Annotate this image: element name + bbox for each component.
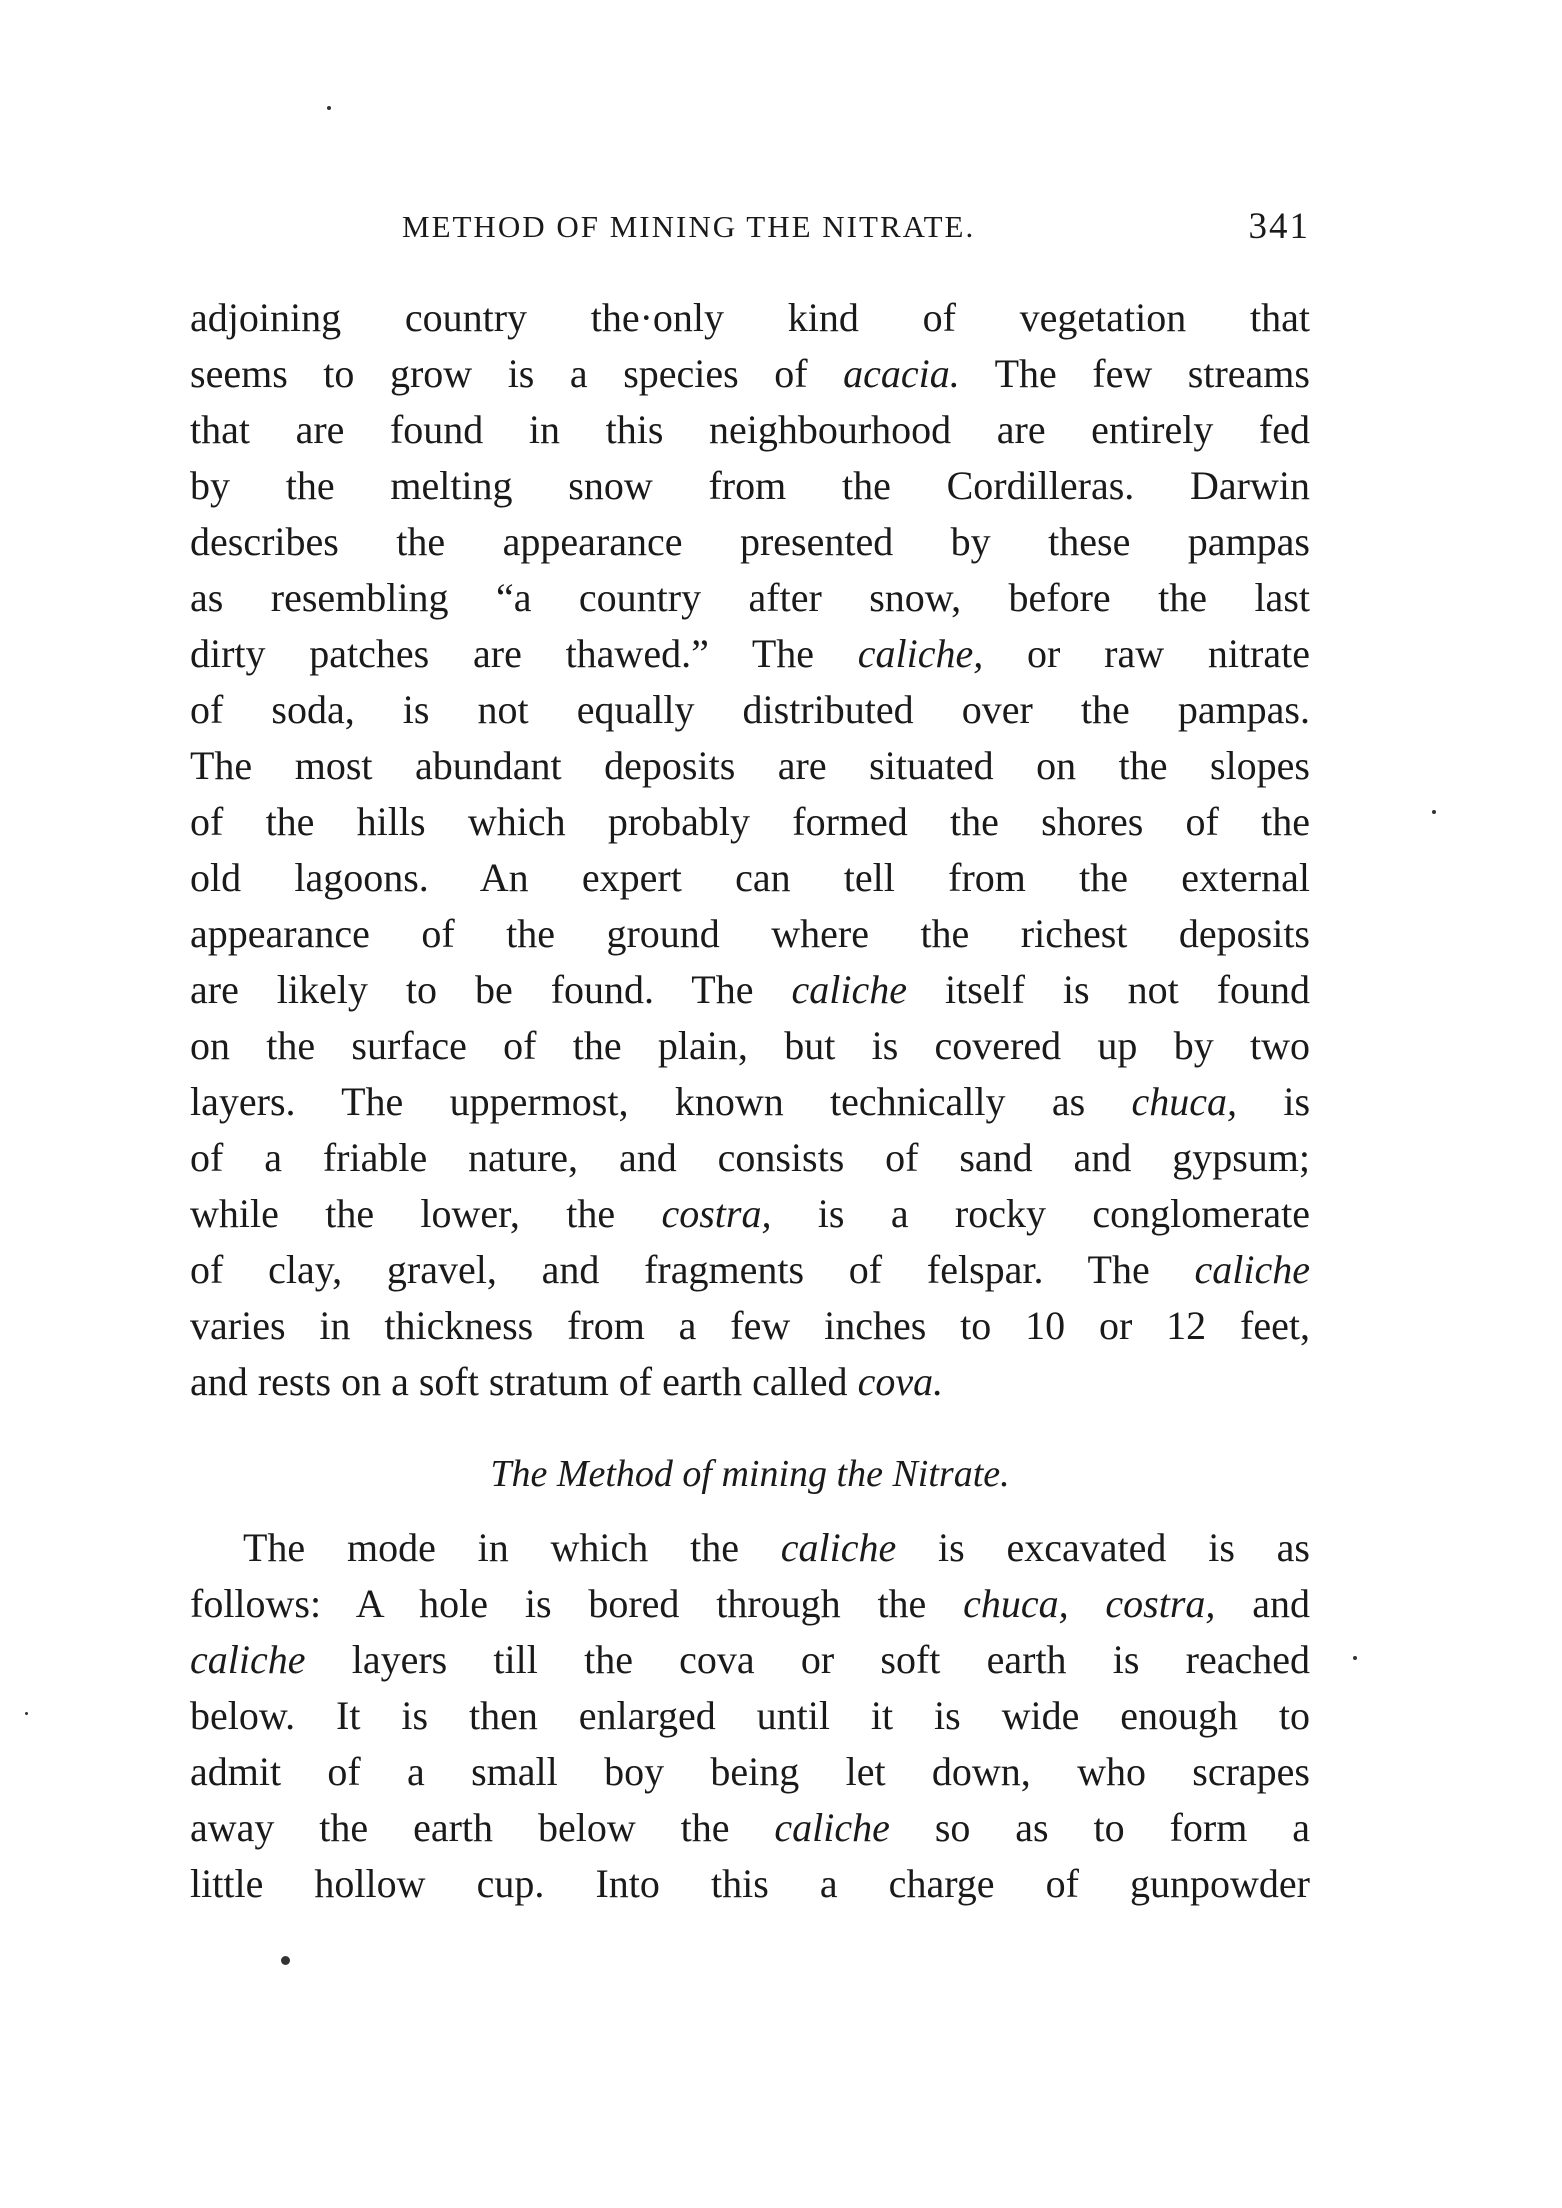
page-number: 341 <box>1248 206 1310 247</box>
text-line: as resembling “a country after snow, before the last <box>190 575 1310 620</box>
text-line: caliche layers till the cova or soft earth is reached <box>190 1637 1310 1682</box>
text-line: The most abundant deposits are situated on the slopes <box>190 743 1310 788</box>
text-line: seems to grow is a species of acacia. The few streams <box>190 351 1310 396</box>
text-line: old lagoons. An expert can tell from the external <box>190 855 1310 900</box>
scan-speck <box>327 106 331 110</box>
text-line: follows: A hole is bored through the chuca, costra, and <box>190 1581 1310 1626</box>
text-line: are likely to be found. The caliche itself is not found <box>190 967 1311 1012</box>
scan-speck <box>1432 810 1436 814</box>
text-line: of clay, gravel, and fragments of felspar. The caliche <box>190 1247 1310 1292</box>
text-line: on the surface of the plain, but is covered up by two <box>190 1023 1310 1068</box>
text-line: appearance of the ground where the richest deposits <box>190 911 1310 956</box>
text-line: below. It is then enlarged until it is wide enough to <box>190 1693 1310 1738</box>
text-line: dirty patches are thawed.” The caliche, or raw nitrate <box>190 631 1310 676</box>
text-line: and rests on a soft stratum of earth called cova. <box>190 1359 944 1404</box>
text-line: layers. The uppermost, known technically as chuca, is <box>190 1079 1311 1124</box>
scan-speck <box>281 1956 290 1965</box>
section-heading: The Method of mining the Nitrate. <box>490 1453 1010 1495</box>
text-line: The mode in which the caliche is excavated is as <box>243 1525 1311 1570</box>
text-line: describes the appearance presented by these pampas <box>190 519 1310 564</box>
text-line: little hollow cup. Into this a charge of gunpowder <box>190 1861 1310 1906</box>
running-head <box>190 202 1310 252</box>
text-line: that are found in this neighbourhood are entirely fed <box>190 407 1310 452</box>
text-line: by the melting snow from the Cordilleras. Darwin <box>190 463 1310 508</box>
text-line: adjoining country the·only kind of vegetation that <box>190 295 1310 340</box>
text-line: of the hills which probably formed the shores of the <box>190 799 1310 844</box>
text-line: while the lower, the costra, is a rocky conglomerate <box>190 1191 1311 1236</box>
scan-speck <box>25 1712 28 1715</box>
running-title: METHOD OF MINING THE NITRATE. <box>402 209 976 244</box>
text-line: of soda, is not equally distributed over the pampas. <box>190 687 1310 732</box>
text-line: away the earth below the caliche so as to form a <box>190 1805 1310 1850</box>
text-line: varies in thickness from a few inches to 10 or 12 feet, <box>190 1303 1310 1348</box>
text-line: of a friable nature, and consists of sand and gypsum; <box>190 1135 1310 1180</box>
scan-speck <box>1353 1656 1357 1660</box>
text-line: admit of a small boy being let down, who scrapes <box>190 1749 1310 1794</box>
